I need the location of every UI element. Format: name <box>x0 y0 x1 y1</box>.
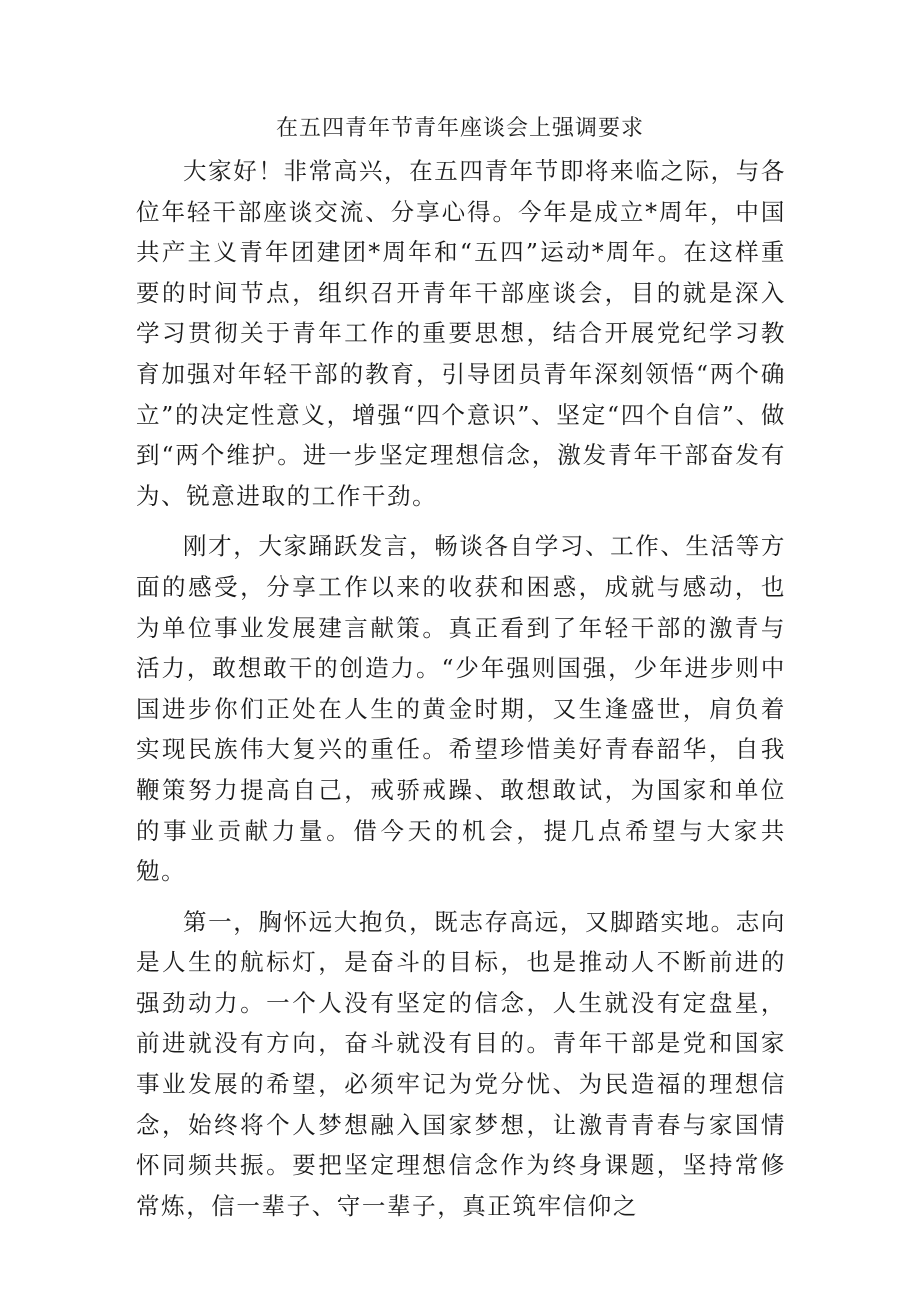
paragraph-discussion: 刚才，大家踊跃发言，畅谈各自学习、工作、生活等方面的感受，分享工作以来的收获和困惑，成就与感动，也为单位事业发展建言献策。真正看到了年轻干部的激青与活力，敢想敢干的创造力。“少年强则国强，少年进步则中国进步你们正处在人生的黄金时期，又生逢盛世，肩负着实现民族伟大复兴的重任。希望珍惜美好青春韶华，自我鞭策努力提高自己，戒骄戒躁、敢想敢试，为国家和单位的事业贡献力量。借今天的机会，提几点希望与大家共勉。 <box>136 532 786 886</box>
document-body <box>136 151 786 1226</box>
paragraph-first-point: 第一，胸怀远大抱负，既志存高远，又脚踏实地。志向是人生的航标灯，是奋斗的目标，也是推动人不断前进的强劲动力。一个人没有坚定的信念，人生就没有定盘星，前进就没有方向，奋斗就没有目的。青年干部是党和国家事业发展的希望，必须牢记为党分忧、为民造福的理想信念，始终将个人梦想融入国家梦想，让激青青春与家国情怀同频共振。要把坚定理想信念作为终身课题，坚持常修常炼，信一辈子、守一辈子，真正筑牢信仰之 <box>136 907 786 1220</box>
paragraph-greeting: 大家好！非常高兴，在五四青年节即将来临之际，与各位年轻干部座谈交流、分享心得。今年是成立*周年，中国共产主义青年团建团*周年和“五四”运动*周年。在这样重要的时间节点，组织召开青年干部座谈会，目的就是深入学习贯彻关于青年工作的重要思想，结合开展党纪学习教育加强对年轻干部的教育，引导团员青年深刻领悟“两个确立”的决定性意义，增强“四个意识”、坚定“四个自信”、做到“两个维护。进一步坚定理想信念，激发青年干部奋发有为、锐意进取的工作干劲。 <box>136 157 786 510</box>
document-title: 在五四青年节青年座谈会上强调要求 <box>275 116 644 141</box>
